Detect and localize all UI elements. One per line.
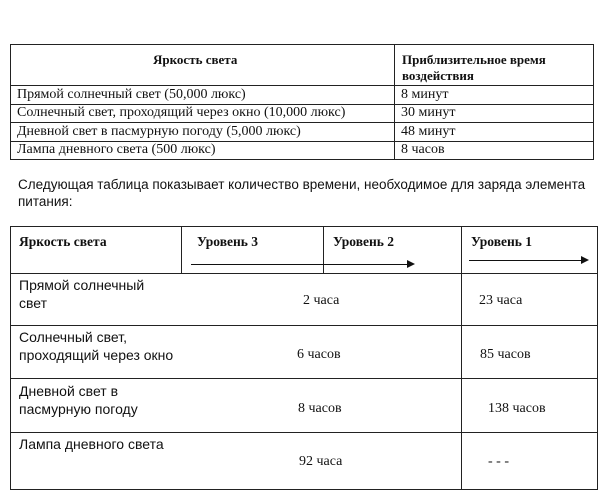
header-brightness: Яркость света bbox=[153, 52, 238, 67]
header-brightness: Яркость света bbox=[19, 234, 107, 249]
paragraph-line: Следующая таблица показывает количество времени, необходимое для заряда элемента bbox=[18, 177, 586, 192]
table-row-label: Прямой солнечный свет (50,000 люкс) bbox=[17, 87, 246, 102]
table-row-value: 8 часов bbox=[401, 142, 445, 157]
table-row-value: 8 минут bbox=[401, 87, 449, 102]
table-cell-value: 6 часов bbox=[297, 347, 341, 362]
paragraph-line: питания: bbox=[18, 194, 73, 209]
table-cell-value: 92 часа bbox=[299, 454, 343, 469]
row-divider bbox=[11, 273, 597, 274]
table-row-label: Солнечный свет, проходящий через окно bbox=[19, 329, 174, 363]
row-divider bbox=[11, 378, 597, 379]
column-divider bbox=[323, 227, 324, 273]
table-row-label: Лампа дневного света (500 люкс) bbox=[17, 142, 216, 157]
table-row-label: Солнечный свет, проходящий через окно (10,000 люкс) bbox=[17, 105, 346, 120]
column-divider bbox=[461, 227, 462, 489]
row-divider bbox=[11, 122, 593, 123]
table-row-value: 30 минут bbox=[401, 105, 456, 120]
table-cell-value: 85 часов bbox=[480, 347, 531, 362]
header-level-2: Уровень 2 bbox=[333, 234, 395, 249]
charge-time-table bbox=[10, 226, 598, 490]
header-exposure: воздействия bbox=[402, 68, 474, 83]
header-approx-time: Приблизительное время bbox=[402, 52, 546, 67]
row-divider bbox=[11, 432, 597, 433]
table-row-label: Лампа дневного света bbox=[19, 436, 164, 452]
table-cell-value: - - - bbox=[488, 454, 509, 469]
table-row-label: Дневной свет в пасмурную погоду bbox=[19, 383, 138, 417]
table-row-label: Дневной свет в пасмурную погоду (5,000 люкс) bbox=[17, 124, 301, 139]
table-row-value: 48 минут bbox=[401, 124, 456, 139]
column-divider bbox=[181, 227, 182, 273]
table-cell-value: 2 часа bbox=[303, 293, 340, 308]
table-row-label: Прямой солнечный свет bbox=[19, 277, 145, 311]
level-arrow bbox=[191, 264, 413, 265]
header-level-3: Уровень 3 bbox=[197, 234, 259, 249]
row-divider bbox=[11, 325, 597, 326]
header-level-1: Уровень 1 bbox=[471, 234, 533, 249]
row-divider bbox=[11, 85, 593, 86]
table-cell-value: 138 часов bbox=[488, 401, 546, 416]
description-paragraph bbox=[18, 176, 598, 210]
table-cell-value: 8 часов bbox=[298, 401, 342, 416]
exposure-time-table bbox=[10, 44, 594, 160]
table-cell-value: 23 часа bbox=[479, 293, 523, 308]
level-arrow bbox=[469, 260, 587, 261]
